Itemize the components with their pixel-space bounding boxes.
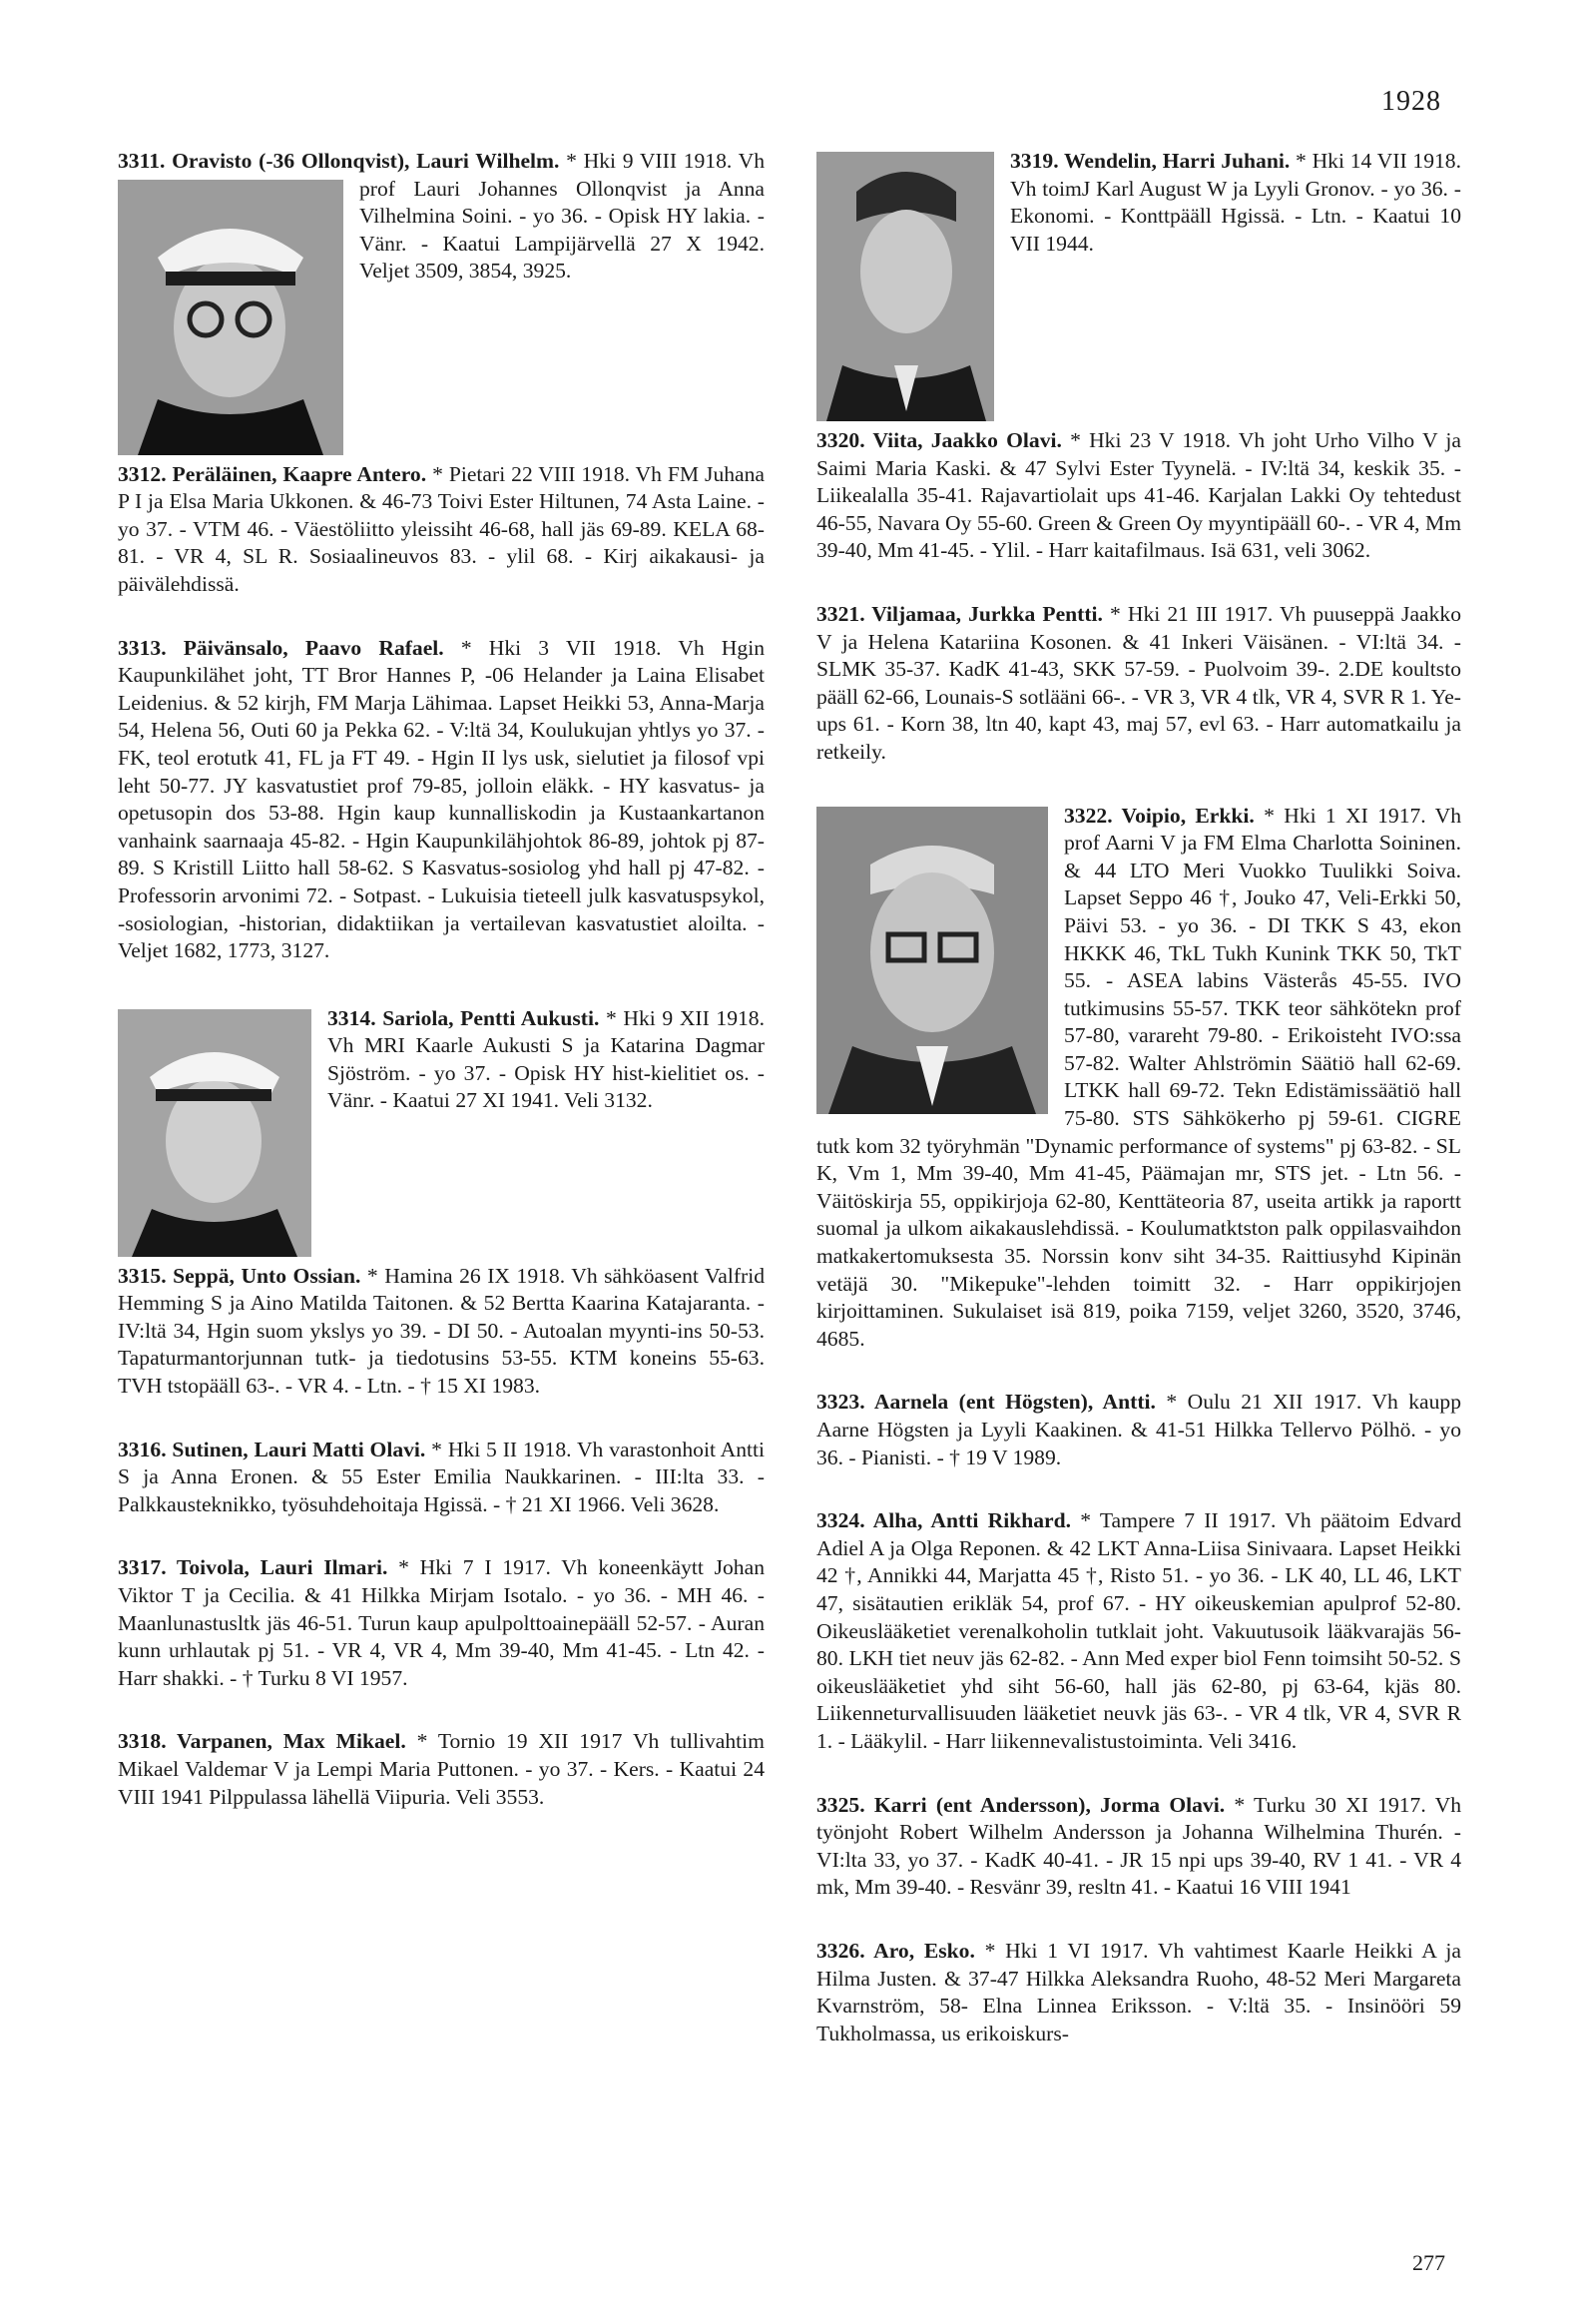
entry-3312 xyxy=(118,461,765,599)
right-column xyxy=(816,148,1461,2047)
entry-body: * Hki 14 VII 1918. Vh toimJ Karl August W ja Lyyli Gronov. - yo 36. - Ekonomi. - Konttpääll Hgissä. - Ltn. - Kaatui 10 VII 1944. xyxy=(1010,149,1461,256)
portrait-photo xyxy=(816,152,994,421)
entry-heading: 3321. Viljamaa, Jurkka Pentti. xyxy=(816,601,1103,626)
entry-heading: 3317. Toivola, Lauri Ilmari. xyxy=(118,1555,388,1580)
entry-body: * Tornio 19 XII 1917 Vh tullivahtim Mikael Valdemar V ja Lempi Maria Puttonen. - yo 37. - Kers. - Kaatui 24 VIII 1941 Pilppulassa lähellä Viipuria. Veli 3553. xyxy=(118,1729,765,1809)
entry-heading: 3311. Oravisto (-36 Ollonqvist), Lauri Wilhelm. xyxy=(118,149,560,173)
page-year: 1928 xyxy=(1381,86,1441,117)
entry-body: * Hki 9 VIII 1918. Vh prof Lauri Johannes Ollonqvist ja Anna Vilhelmina Soini. - yo 36. - Opisk HY lakia. - Vänr. - Kaatui Lampijärvellä 27 X 1942. Veljet 3509, 3854, 3925. xyxy=(359,149,766,284)
entry-3326 xyxy=(816,1938,1461,2047)
portrait-photo xyxy=(118,1009,311,1257)
entry-3319 xyxy=(816,148,1461,258)
entry-body: * Turku 30 XI 1917. Vh työnjoht Robert Wilhelm Andersson ja Johanna Wilhelmina Thurén. - VI:lta 33, yo 37. - KadK 40-41. - JR 15 npi ups 39-40, RV 1 41. - VR 4 mk, Mm 39-40. - Resvänr 39, resltn 41. - Kaatui 16 VIII 1941 xyxy=(816,1792,1462,1900)
entry-3322 xyxy=(816,803,1461,1354)
entry-heading: 3319. Wendelin, Harri Juhani. xyxy=(1010,149,1291,173)
entry-3311 xyxy=(118,148,765,286)
entry-3321 xyxy=(816,601,1461,767)
entry-body: * Oulu 21 XII 1917. Vh kaupp Aarne Högsten ja Lyyli Kaakinen. & 41-51 Hilkka Tellervo Pölhö. - yo 36. - Pianisti. - † 19 V 1989. xyxy=(816,1390,1461,1469)
entry-heading: 3322. Voipio, Erkki. xyxy=(1064,803,1255,828)
entry-heading: 3326. Aro, Esko. xyxy=(816,1938,975,1963)
portrait-student-cap-glasses-icon xyxy=(118,180,343,455)
entry-3325 xyxy=(816,1792,1461,1902)
portrait-young-man-suit-icon xyxy=(816,152,994,421)
entry-heading: 3312. Peräläinen, Kaapre Antero. xyxy=(118,461,427,486)
portrait-photo xyxy=(118,180,343,455)
entry-3315 xyxy=(118,1263,765,1401)
entry-3318 xyxy=(118,1728,765,1811)
entry-heading: 3318. Varpanen, Max Mikael. xyxy=(118,1729,406,1754)
entry-body: * Hki 9 XII 1918. Vh MRI Kaarle Aukusti S ja Katarina Dagmar Sjöström. - yo 37. - Opisk HY hist-kielitiet os. - Vänr. - Kaatui 27 XI 1941. Veli 3132. xyxy=(327,1005,765,1113)
left-column xyxy=(118,148,765,1811)
entry-heading: 3323. Aarnela (ent Högsten), Antti. xyxy=(816,1390,1156,1415)
entry-heading: 3315. Seppä, Unto Ossian. xyxy=(118,1263,361,1288)
portrait-student-cap-icon xyxy=(118,1009,311,1257)
entry-body: * Hki 21 III 1917. Vh puuseppä Jaakko V ja Helena Katariina Kosonen. & 41 Inkeri Väisänen. - VI:ltä 34. - SLMK 35-37. KadK 41-43, SKK 57-59. - Puolvoim 39-. 2.DE koultsto pääll 62-66, Lounais-S sotlääni 66-. - VR 3, VR 4 tlk, VR 4, SVR R 1. Ye-ups 61. - Korn 38, ltn 40, kapt 43, maj 57, evl 63. - Harr automatkailu ja retkeily. xyxy=(816,601,1461,764)
entry-heading: 3313. Päivänsalo, Paavo Rafael. xyxy=(118,635,444,660)
entry-body: * Hki 3 VII 1918. Vh Hgin Kaupunkilähet joht, TT Bror Hannes P, -06 Helander ja Laina Elisabet Leidenius. & 52 kirjh, FM Marja Lähimaa. Lapset Heikki 53, Anna-Marja 54, Helena 56, Outi 60 ja Pekka 62. - V:ltä 34, Koulukujan yhtlys yo 37. - FK, teol erotutk 41, FL ja FT 49. - Hgin II lys usk, sielutiet ja filosof vpi leht 50-77. JY kasvatustiet prof 79-85, jolloin eläkk. - HY kasvatus- ja opetusopin dos 53-88. Hgin kaup kunnalliskodin ja Kustaankartanon vanhaink saarnaaja 45-82. - Hgin Kaupunkilähjohtok 86-89, johtok pj 87-89. S Kristill Liitto hall 58-62. S Kasvatus-sosiolog yhd hall pj 47-82. - Professorin arvonimi 72. - Sotpast. - Lukuisia tieteell julk kasvatuspsykol, -sosiologian, -historian, didaktiikan ja vertailevan kasvatustiet aloilta. - Veljet 1682, 1773, 3127. xyxy=(118,635,765,963)
portrait-older-man-glasses-icon xyxy=(816,807,1048,1114)
entry-heading: 3324. Alha, Antti Rikhard. xyxy=(816,1508,1072,1533)
entry-3323 xyxy=(816,1389,1461,1471)
entry-heading: 3314. Sariola, Pentti Aukusti. xyxy=(327,1005,600,1030)
entry-3324 xyxy=(816,1507,1461,1755)
entry-heading: 3316. Sutinen, Lauri Matti Olavi. xyxy=(118,1437,426,1461)
entry-3313 xyxy=(118,635,765,965)
entry-body: * Hki 23 V 1918. Vh joht Urho Vilho V ja Saimi Maria Kaski. & 47 Sylvi Ester Tyynelä. - IV:ltä 34, keskik 35. - Liikealalla 35-41. Rajavartiolait ups 41-46. Karjalan Lakki Oy tehtedust 46-55, Navara Oy 55-60. Green & Green Oy myyntipääll 60-. - VR 4, Mm 39-40, Mm 41-45. - Ylil. - Harr kaitafilmaus. Isä 631, veli 3062. xyxy=(816,428,1461,563)
entry-body: * Pietari 22 VIII 1918. Vh FM Juhana P I ja Elsa Maria Ukkonen. & 46-73 Toivi Ester Hiltunen, 74 Asta Laine. - yo 37. - VTM 46. - Väestöliitto yleissiht 46-68, hall jäs 69-89. KELA 68-81. - VR 4, SL R. Sosiaalineuvos 83. - ylil 68. - Kirj aikakausi- ja päivälehdissä. xyxy=(118,461,765,596)
entry-3314 xyxy=(118,1005,765,1115)
entry-heading: 3320. Viita, Jaakko Olavi. xyxy=(816,428,1062,452)
entry-3317 xyxy=(118,1554,765,1692)
entry-body: * Hamina 26 IX 1918. Vh sähköasent Valfrid Hemming S ja Aino Matilda Taitonen. & 52 Bertta Kaarina Katajaranta. - IV:ltä 34, Hgin suom ykslys yo 39. - DI 50. - Autoalan myynti-ins 50-53. Tapaturmantorjunnan tutk- ja tiedotusins 53-55. KTM koneins 55-63. TVH tstopääll 63-. - VR 4. - Ltn. - † 15 XI 1983. xyxy=(118,1263,765,1399)
entry-body: * Hki 7 I 1917. Vh koneenkäytt Johan Viktor T ja Cecilia. & 41 Hilkka Mirjam Isotalo. - yo 36. - MH 46. - Maanlunastusltk jäs 46-51. Turun kaup apulpolttoainepääll 52-57. - Auran kunn urhlautak pj 51. - VR 4, VR 4, Mm 39-40, Mm 41-45. - Ltn 42. - Harr shakki. - † Turku 8 VI 1957. xyxy=(118,1555,765,1690)
entry-body: * Hki 5 II 1918. Vh varastonhoit Antti S ja Anna Eronen. & 55 Ester Emilia Naukkarinen. - III:lta 33. - Palkkausteknikko, työsuhdehoitaja Hgissä. - † 21 XI 1966. Veli 3628. xyxy=(118,1437,765,1516)
portrait-photo xyxy=(816,807,1048,1114)
page-number: 277 xyxy=(1412,2250,1445,2275)
entry-body: * Tampere 7 II 1917. Vh päätoim Edvard Adiel A ja Olga Reponen. & 42 LKT Anna-Liisa Sinivaara. Lapset Heikki 42 †, Annikki 44, Marjatta 45 †, Risto 51. - yo 36. - LK 40, LL 46, LKT 47, sisätautien erikläk 54, prof 67. - HY oikeuskemian apulprof 52-80. Oikeuslääketiet verenalkoholin tutklait joht. Vakuutusoik lääkvarajäs 56-80. LKH tiet neuv jäs 62-82. - Ann Med exper biol Fenn toimsiht 50-52. S oikeuslääketiet yhd siht 56-60, hall jäs 62-80, pj 63-64, kjäs 80. Liikenneturvallisuuden lääketiet neuvk jäs 63-. - VR 4 tlk, VR 4, SVR R 1. - Lääkylil. - Harr liikennevalistustoiminta. Veli 3416. xyxy=(816,1508,1461,1753)
entry-body: * Hki 1 VI 1917. Vh vahtimest Kaarle Heikki A ja Hilma Justen. & 37-47 Hilkka Aleksandra Ruoho, 48-52 Meri Margareta Kvarnström, 58- Elna Linnea Eriksson. - V:ltä 35. - Insinööri 59 Tukholmassa, us erikoiskurs- xyxy=(816,1938,1462,2045)
entry-heading: 3325. Karri (ent Andersson), Jorma Olavi. xyxy=(816,1792,1226,1817)
entry-body: * Hki 1 XI 1917. Vh prof Aarni V ja FM Elma Charlotta Soininen. & 44 LTO Meri Vuokko Tuulikki Soiva. Lapset Seppo 46 †, Jouko 47, Veli-Erkki 50, Päivi 53. - yo 36. - DI TKK S 43, ekon HKKK 46, TkL Tukh Kunink TKK 50, TkT 55. - ASEA labins Västerås 45-55. IVO tutkimusins 55-57. TKK teor sähkötekn prof 57-80, varareht 79-80. - Erikoisteht IVO:ssa 57-82. Walter Ahlströmin Säätiö hall 62-69. LTKK hall 69-72. Tekn Edistämissäätiö hall 75-80. STS Sähkökerho pj 59-61. CIGRE tutk kom 32 työryhmän "Dynamic performance of systems" pj 63-82. - SL K, Vm 1, Mm 39-40, Mm 41-45, Päämajan mr, STS jet. - Ltn 56. - Väitöskirja 55, oppikirjoja 62-80, Kenttäteoria 87, useita artikk ja raportt suomal ja ulkom aikakauslehdissä. - Koulumatktston palk oppilasvaihdon matkakertomuksesta 35. Norssin konv siht 34-35. Raittiusyhd Kipinän vetäjä 30. "Mikepuke"-lehden toimitt 32. - Harr oppikirjojen kirjoittaminen. Sukulaiset isä 819, poika 7159, veljet 3260, 3520, 3746, 4685. xyxy=(816,803,1462,1351)
entry-3320 xyxy=(816,427,1461,565)
entry-3316 xyxy=(118,1437,765,1519)
